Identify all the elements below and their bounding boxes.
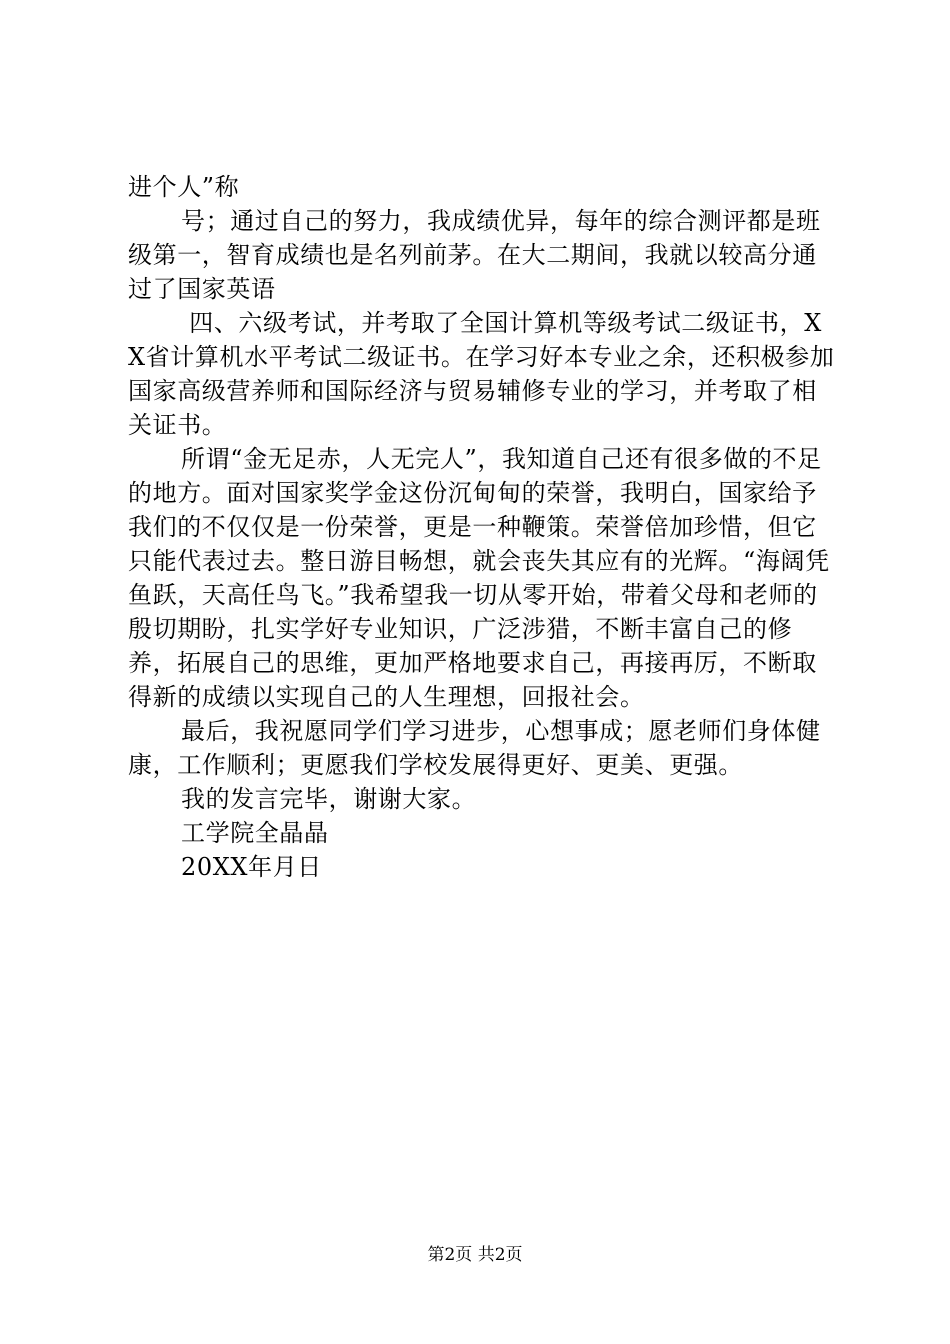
paragraph-3: 四、六级考试，并考取了全国计算机等级考试二级证书，XX省计算机水平考试二级证书。在学习好本专业之余，还积极参加国家高级营养师和国际经济与贸易辅修专业的学习，并考取了相关证书。 — [128, 309, 835, 439]
paragraph-1: 进个人”称 — [128, 173, 240, 201]
paragraph-closing: 我的发言完毕，谢谢大家。 — [181, 785, 477, 813]
page-number-footer: 第2页 共2页 — [427, 1245, 523, 1265]
paragraph-2: 号；通过自己的努力，我成绩优异，每年的综合测评都是班级第一，智育成绩也是名列前茅。在大二期间，我就以较高分通过了国家英语 — [128, 207, 821, 303]
paragraph-4: 所谓“金无足赤，人无完人”，我知道自己还有很多做的不足的地方。面对国家奖学金这份沉甸甸的荣誉，我明白，国家给予我们的不仅仅是一份荣誉，更是一种鞭策。荣誉倍加珍惜，但它只能代表过去。整日游目畅想，就会丧失其应有的光辉。“海阔凭鱼跃，天高任鸟飞。”我希望我一切从零开始，带着父母和老师的殷切期盼，扎实学好专业知识，广泛涉猎，不断丰富自己的修养，拓展自己的思维，更加严格地要求自己，再接再厉，不断取得新的成绩以实现自己的人生理想，回报社会。 — [128, 445, 830, 711]
signature-name: 工学院全晶晶 — [181, 819, 329, 847]
document-body — [128, 170, 838, 884]
signature-date: 20XX年月日 — [181, 853, 322, 881]
paragraph-5: 最后，我祝愿同学们学习进步，心想事成；愿老师们身体健康，工作顺利；更愿我们学校发展得更好、更美、更强。 — [128, 717, 821, 779]
